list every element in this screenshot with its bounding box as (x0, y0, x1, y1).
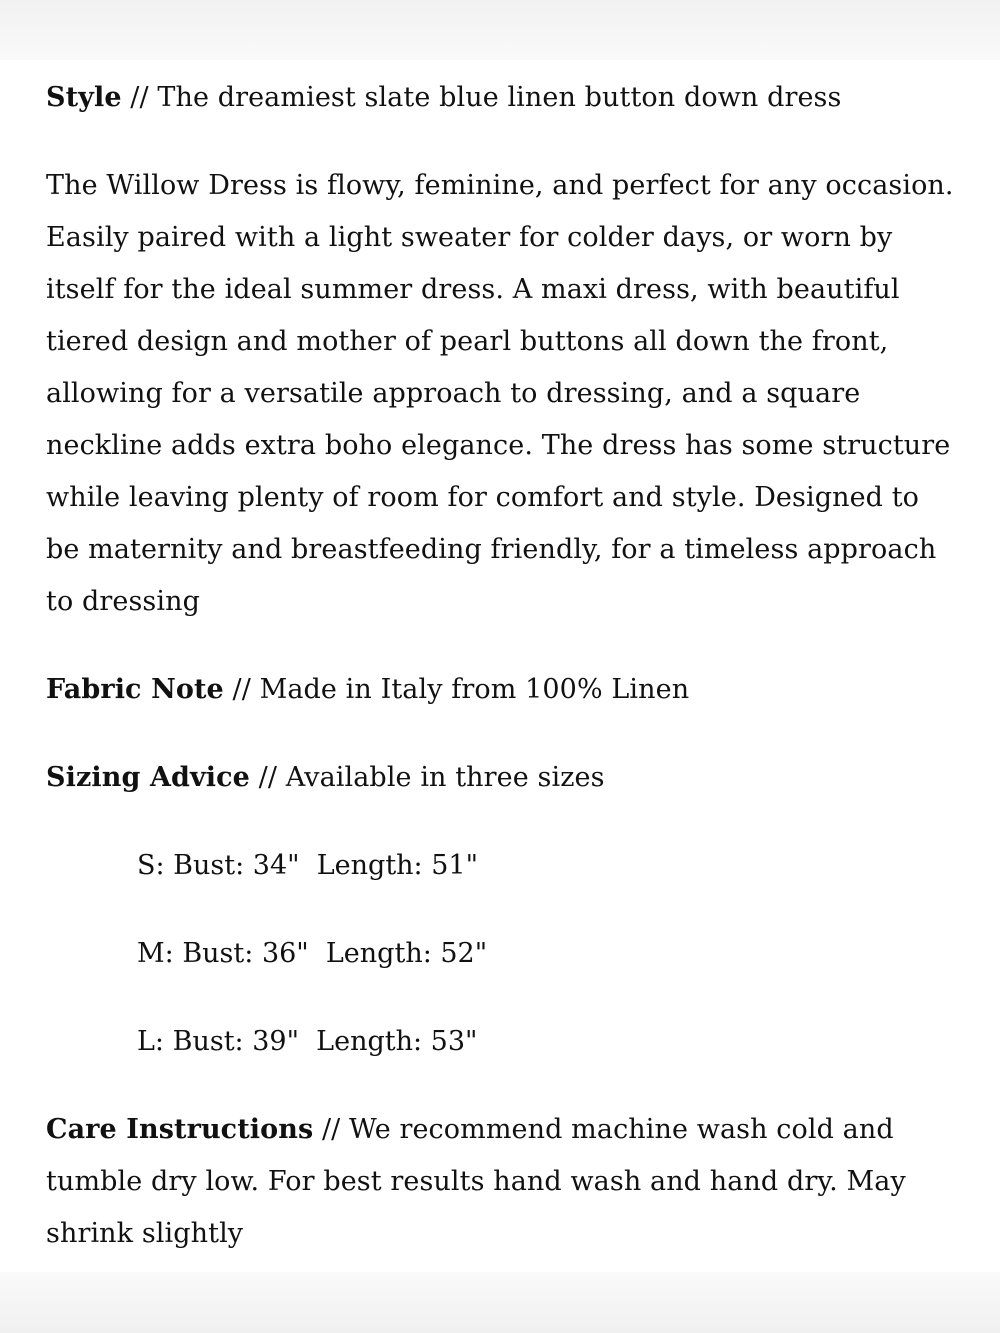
style-paragraph (46, 72, 954, 124)
fabric-note-text: // Made in Italy from 100% Linen (223, 674, 690, 705)
size-small-row: S: Bust: 34" Length: 51" (137, 850, 479, 881)
care-instructions-paragraph (46, 1104, 954, 1260)
size-medium-row: M: Bust: 36" Length: 52" (137, 938, 488, 969)
sizing-advice-label: Sizing Advice (46, 762, 250, 793)
sizing-advice-text: // Available in three sizes (249, 762, 605, 793)
fabric-note-paragraph (46, 664, 954, 716)
care-instructions-label: Care Instructions (46, 1114, 314, 1145)
fabric-note-label: Fabric Note (46, 674, 224, 705)
sizing-advice-paragraph (46, 752, 954, 804)
description-paragraph: The Willow Dress is flowy, feminine, and perfect for any occasion. Easily paired with a light sweater for colder days, or worn by itself for the ideal summer dress. A maxi dress, with beautiful tiered design and mother of pearl buttons all down the front, allowing for a versatile approach to dressing, and a square neckline adds extra boho elegance. The dress has some structure while leaving plenty of room for comfort and style. Designed to be maternity and breastfeeding friendly, for a timeless approach to dressing (46, 170, 954, 617)
top-page-margin (0, 0, 1000, 60)
size-large-row: L: Bust: 39" Length: 53" (137, 1026, 478, 1057)
care-instructions-text: // We recommend machine wash cold and tumble dry low. For best results hand wash and hand dry. May shrink slightly (46, 1114, 906, 1249)
product-details-content (0, 60, 1000, 1272)
style-text: // The dreamiest slate blue linen button down dress (121, 82, 842, 113)
bottom-page-margin (0, 1272, 1000, 1333)
style-label: Style (46, 82, 122, 113)
